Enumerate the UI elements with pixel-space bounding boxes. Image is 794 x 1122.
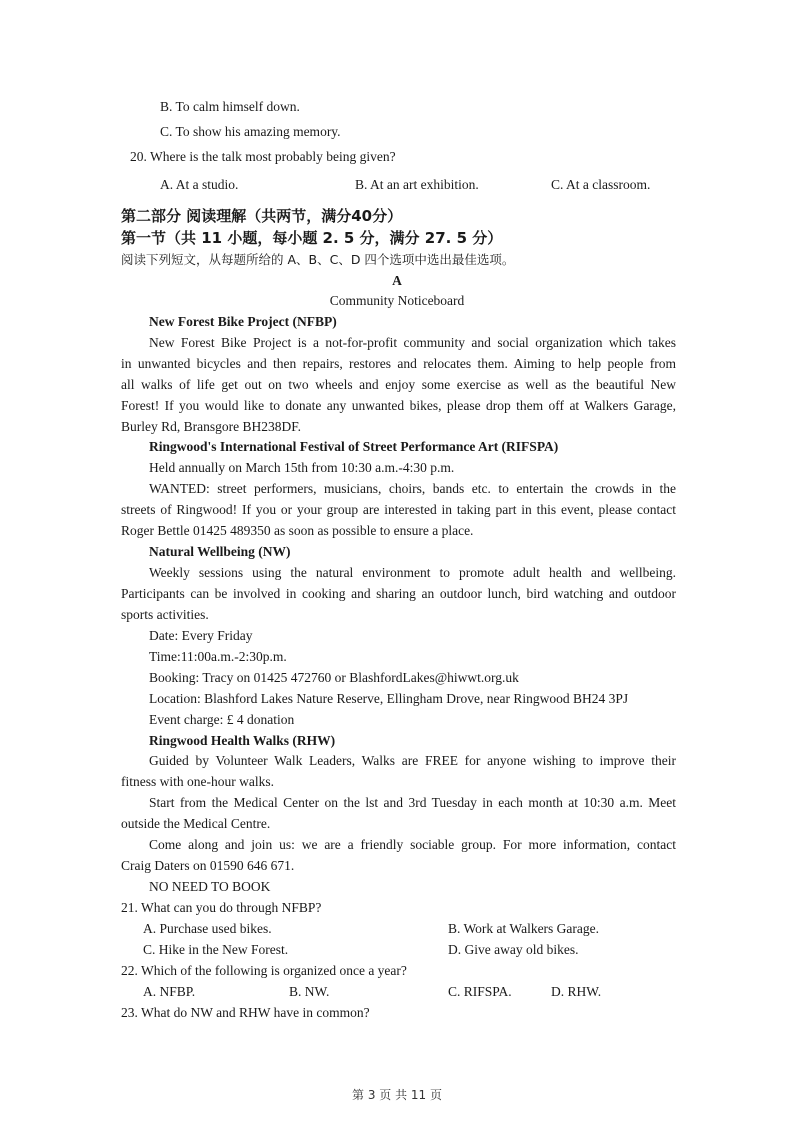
nw-booking: Booking: Tracy on 01425 472760 or BlashfordLakes@hiwwt.org.uk bbox=[149, 670, 519, 685]
nw-line-2: Participants can be involved in cooking and sharing an outdoor lunch, bird watching and outdoor bbox=[121, 586, 676, 601]
rhw-line-2: fitness with one-hour walks. bbox=[121, 774, 274, 789]
q19-option-b: B. To calm himself down. bbox=[160, 99, 300, 114]
q22-option-a: A. NFBP. bbox=[143, 984, 196, 999]
rhw-line-1: Guided by Volunteer Walk Leaders, Walks are FREE for anyone wishing to improve their bbox=[149, 753, 676, 768]
nfbp-line-4: Forest! If you would like to donate any unwanted bikes, please drop them off at Walkers Garage, bbox=[121, 398, 676, 413]
rifspa-heading: Ringwood's International Festival of Street Performance Art (RIFSPA) bbox=[149, 439, 559, 454]
rifspa-line-1: WANTED: street performers, musicians, choirs, bands etc. to entertain the crowds in the bbox=[149, 481, 676, 496]
part2-heading: 第二部分 阅读理解（共两节，满分40分） bbox=[121, 207, 403, 225]
q20-option-b: B. At an art exhibition. bbox=[355, 177, 479, 192]
nfbp-line-1: New Forest Bike Project is a not-for-profit community and social organization which takes bbox=[149, 335, 676, 350]
q21-stem: 21. What can you do through NFBP? bbox=[121, 900, 322, 915]
q21-option-c: C. Hike in the New Forest. bbox=[143, 942, 289, 957]
q21-option-b: B. Work at Walkers Garage. bbox=[448, 921, 600, 936]
nfbp-line-5: Burley Rd, Bransgore BH238DF. bbox=[121, 419, 302, 434]
q20-option-c: C. At a classroom. bbox=[551, 177, 651, 192]
passage-letter: A bbox=[392, 273, 402, 288]
nfbp-heading: New Forest Bike Project (NFBP) bbox=[149, 314, 337, 329]
rifspa-held: Held annually on March 15th from 10:30 a.m.-4:30 p.m. bbox=[149, 460, 455, 475]
q22-stem: 22. Which of the following is organized once a year? bbox=[121, 963, 407, 978]
q20-option-a: A. At a studio. bbox=[160, 177, 239, 192]
rifspa-line-3: Roger Bettle 01425 489350 as soon as possible to ensure a place. bbox=[121, 523, 474, 538]
rhw-line-6: Craig Daters on 01590 646 671. bbox=[121, 858, 295, 873]
page-footer: 第 3 页 共 11 页 bbox=[352, 1088, 442, 1102]
passage-title: Community Noticeboard bbox=[329, 293, 465, 308]
nw-heading: Natural Wellbeing (NW) bbox=[149, 544, 291, 559]
nfbp-line-2: in unwanted bicycles and then repairs, restores and relocates them. Aiming to help people from bbox=[121, 356, 676, 371]
nw-charge: Event charge: £ 4 donation bbox=[149, 712, 295, 727]
section1-heading: 第一节（共 11 小题，每小题 2. 5 分，满分 27. 5 分） bbox=[121, 229, 503, 247]
q21-option-a: A. Purchase used bikes. bbox=[143, 921, 272, 936]
rhw-note: NO NEED TO BOOK bbox=[149, 879, 271, 894]
instruction: 阅读下列短文，从每题所给的 A、B、C、D 四个选项中选出最佳选项。 bbox=[121, 252, 515, 267]
q19-option-c: C. To show his amazing memory. bbox=[160, 124, 341, 139]
nw-line-1: Weekly sessions using the natural environment to promote adult health and wellbeing. bbox=[149, 565, 676, 580]
q22-option-d: D. RHW. bbox=[551, 984, 602, 999]
rhw-heading: Ringwood Health Walks (RHW) bbox=[149, 733, 336, 748]
q21-option-d: D. Give away old bikes. bbox=[448, 942, 579, 957]
rhw-line-4: outside the Medical Centre. bbox=[121, 816, 271, 831]
rhw-line-5: Come along and join us: we are a friendly sociable group. For more information, contact bbox=[149, 837, 676, 852]
rifspa-line-2: streets of Ringwood! If you or your group are interested in taking part in this event, please contact bbox=[121, 502, 676, 517]
nw-date: Date: Every Friday bbox=[149, 628, 253, 643]
nw-time: Time:11:00a.m.-2:30p.m. bbox=[149, 649, 287, 664]
rhw-line-3: Start from the Medical Center on the lst and 3rd Tuesday in each month at 10:30 a.m. Meet bbox=[149, 795, 676, 810]
nfbp-line-3: all walks of life get out on two wheels and enjoy some exercise as well as the beautiful New bbox=[121, 377, 676, 392]
q23-stem: 23. What do NW and RHW have in common? bbox=[121, 1005, 370, 1020]
q22-option-b: B. NW. bbox=[289, 984, 330, 999]
q20-stem: 20. Where is the talk most probably being given? bbox=[130, 149, 396, 164]
q22-option-c: C. RIFSPA. bbox=[448, 984, 512, 999]
nw-line-3: sports activities. bbox=[121, 607, 209, 622]
nw-location: Location: Blashford Lakes Nature Reserve, Ellingham Drove, near Ringwood BH24 3PJ bbox=[149, 691, 629, 706]
